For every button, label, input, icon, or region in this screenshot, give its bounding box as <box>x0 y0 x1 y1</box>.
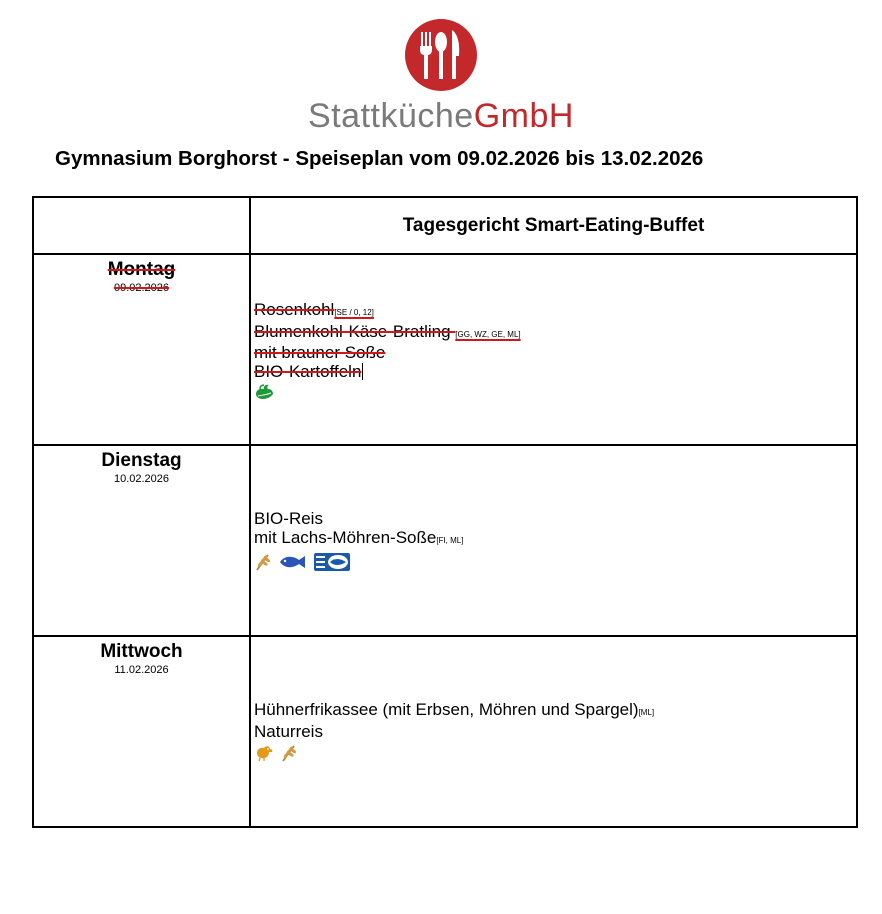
text-cursor <box>362 363 363 380</box>
meal-icons <box>254 382 856 404</box>
table-row <box>33 636 857 827</box>
fish-icon <box>278 554 308 570</box>
grain-icon <box>254 553 272 571</box>
meal-line: Rosenkohl[SE / 0, 12] <box>254 300 374 319</box>
allergen-codes: [ML] <box>638 708 655 717</box>
meal-line: BIO-Kartoffeln <box>254 361 362 381</box>
day-date: 11.02.2026 <box>114 664 169 676</box>
page-title: Gymnasium Borghorst - Speiseplan vom 09.02.2026 bis 13.02.2026 <box>55 147 704 170</box>
brand-name-part1: Stattküche <box>308 97 474 135</box>
brand-name-part2: GmbH <box>473 97 574 135</box>
brand-name <box>0 96 882 136</box>
meal-line: BIO-Reis <box>254 509 323 528</box>
meal-line: Blumenkohl-Käse-Bratling [GG, WZ, GE, ML] <box>254 321 521 341</box>
meal-icons <box>254 742 856 764</box>
day-cell <box>33 445 250 636</box>
allergen-codes: [FI, ML] <box>436 535 464 545</box>
column-header: Tagesgericht Smart-Eating-Buffet <box>250 197 857 254</box>
day-cell <box>33 636 250 827</box>
meal-line: Hühnerfrikassee (mit Erbsen, Möhren und Spargel)[ML] <box>254 700 655 719</box>
menu-table <box>32 196 858 828</box>
logo <box>0 18 882 92</box>
day-name: Dienstag <box>101 450 182 471</box>
table-row <box>33 254 857 445</box>
header-empty-cell <box>33 197 250 254</box>
table-row <box>33 445 857 636</box>
grain-icon <box>280 744 298 762</box>
chicken-icon <box>254 744 274 762</box>
day-cell <box>33 254 250 445</box>
meal-cell <box>250 254 857 445</box>
day-date: 10.02.2026 <box>113 473 170 485</box>
meal-text <box>251 637 856 764</box>
meal-cell <box>250 636 857 827</box>
msc-label-icon <box>314 553 350 571</box>
cutlery-logo-icon <box>404 18 478 92</box>
meal-text <box>251 255 856 404</box>
meal-cell <box>250 445 857 636</box>
allergen-codes: [GG, WZ, GE, ML] <box>455 329 521 339</box>
meal-line: Naturreis <box>254 721 323 741</box>
day-name: Montag <box>107 259 176 280</box>
day-name: Mittwoch <box>100 641 183 662</box>
meal-icons <box>254 551 856 573</box>
allergen-codes: [SE / 0, 12] <box>334 308 374 317</box>
meal-line: mit Lachs-Möhren-Soße[FI, ML] <box>254 527 464 547</box>
table-header-row <box>33 197 857 254</box>
day-date: 09.02.2026 <box>113 282 170 294</box>
meal-line: mit brauner Soße <box>254 343 386 362</box>
vegetarian-icon <box>254 384 274 402</box>
meal-text <box>251 446 856 573</box>
